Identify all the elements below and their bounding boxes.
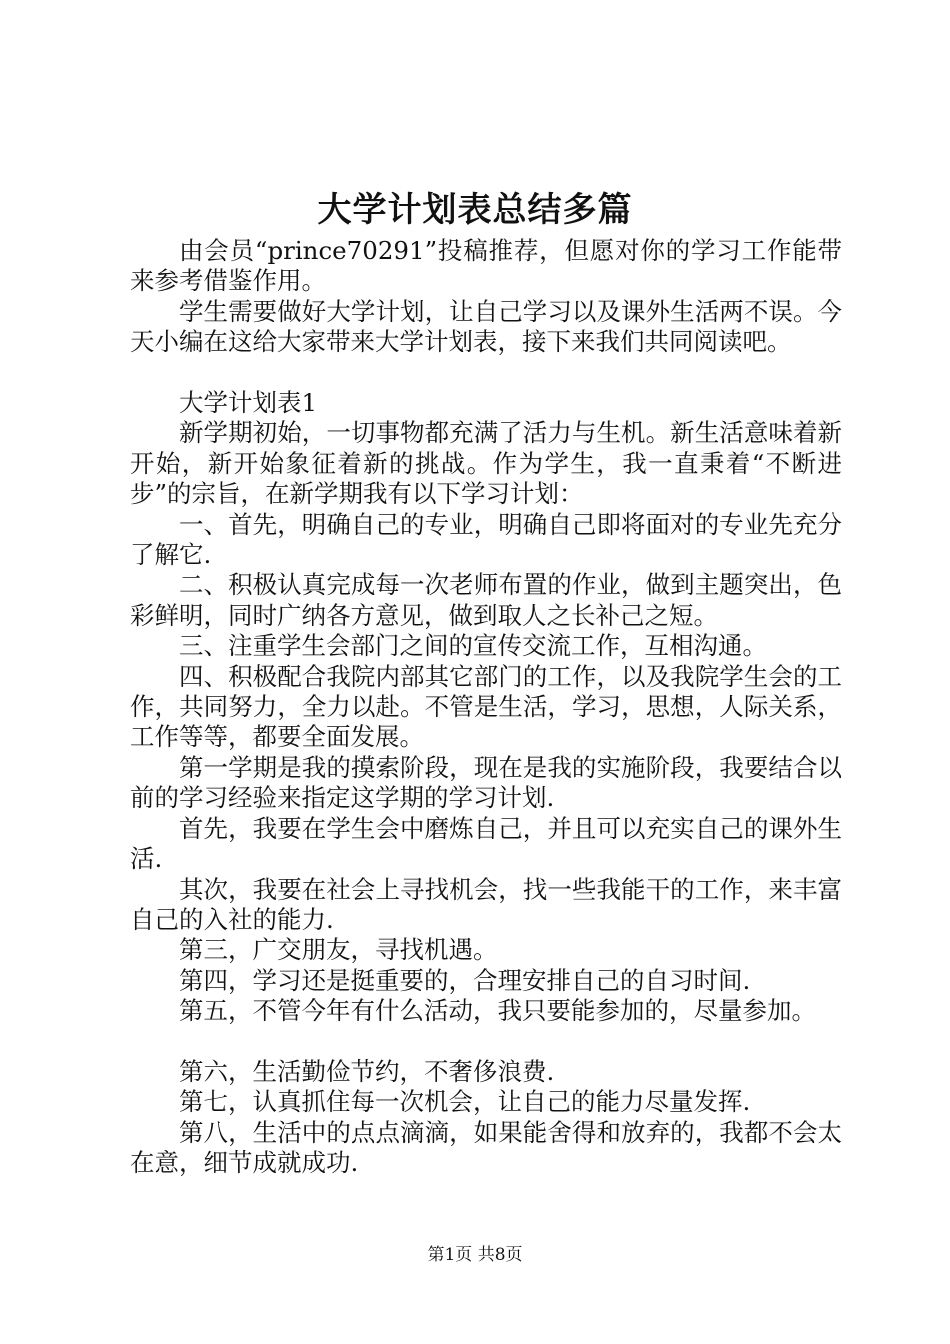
- paragraph: 三、注重学生会部门之间的宣传交流工作，互相沟通。: [179, 631, 767, 661]
- paragraph: 二、积极认真完成每一次老师布置的作业，做到主题突出，色彩鲜明，同时广纳各方意见，做到取人之长补己之短。: [130, 570, 842, 630]
- paragraph: 第八，生活中的点点滴滴，如果能舍得和放弃的，我都不会太在意，细节成就成功.: [130, 1117, 842, 1178]
- blank-line: [130, 1027, 842, 1057]
- paragraph: 第六，生活勤俭节约，不奢侈浪费.: [179, 1056, 555, 1086]
- document-title: 大学计划表总结多篇: [317, 190, 633, 230]
- page-footer: 第1页 共8页: [427, 1245, 523, 1265]
- paragraph: 第七，认真抓住每一次机会，让自己的能力尽量发挥.: [179, 1087, 751, 1117]
- paragraph: 由会员“prince70291”投稿推荐，但愿对你的学习工作能带来参考借鉴作用。: [130, 236, 842, 296]
- blank-line: [130, 358, 842, 388]
- paragraph: 第四，学习还是挺重要的，合理安排自己的自习时间.: [179, 965, 751, 995]
- paragraph: 新学期初始，一切事物都充满了活力与生机。新生活意味着新开始，新开始象征着新的挑战。作为学生，我一直秉着“不断进步”的宗旨，在新学期我有以下学习计划：: [130, 418, 842, 509]
- paragraph: 学生需要做好大学计划，让自己学习以及课外生活两不误。今天小编在这给大家带来大学计划表，接下来我们共同阅读吧。: [130, 296, 842, 357]
- paragraph: 第五，不管今年有什么活动，我只要能参加的，尽量参加。: [179, 996, 816, 1026]
- paragraph: 一、首先，明确自己的专业，明确自己即将面对的专业先充分了解它.: [130, 509, 842, 570]
- paragraph: 第三，广交朋友，寻找机遇。: [179, 935, 498, 965]
- paragraph: 第一学期是我的摸索阶段，现在是我的实施阶段，我要结合以前的学习经验来指定这学期的学习计划.: [130, 752, 842, 813]
- section-heading: 大学计划表1: [179, 388, 318, 418]
- paragraph: 首先，我要在学生会中磨炼自己，并且可以充实自己的课外生活.: [130, 813, 842, 874]
- paragraph: 其次，我要在社会上寻找机会，找一些我能干的工作，来丰富自己的入社的能力.: [130, 874, 842, 934]
- paragraph: 四、积极配合我院内部其它部门的工作，以及我院学生会的工作，共同努力，全力以赴。不管是生活，学习，思想，人际关系，工作等等，都要全面发展。: [130, 661, 842, 752]
- document-body: [130, 236, 842, 1179]
